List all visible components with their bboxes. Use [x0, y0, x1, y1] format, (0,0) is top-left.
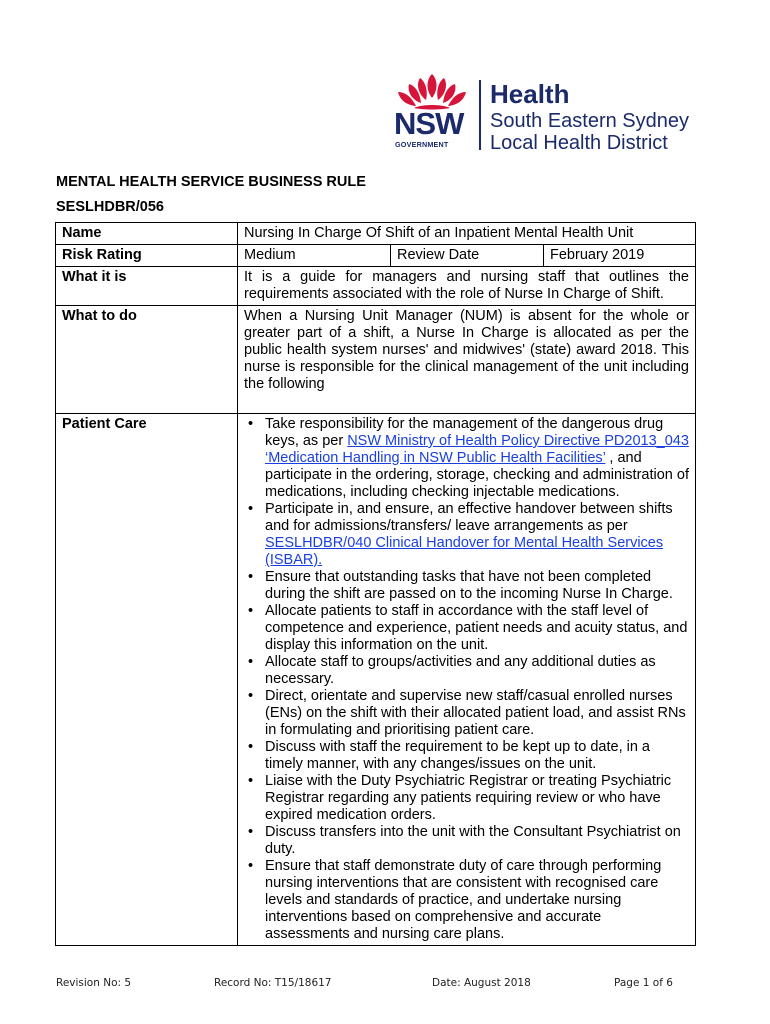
business-rule-table	[55, 222, 696, 946]
logo-divider	[479, 80, 481, 150]
logo-district-line1: South Eastern Sydney	[490, 110, 690, 132]
risk-rating-label: Risk Rating	[56, 245, 238, 267]
list-item: • Discuss transfers into the unit with the Consultant Psychiatrist on duty.	[265, 824, 689, 858]
what-it-is-label: What it is	[56, 267, 238, 306]
patient-care-label: Patient Care	[56, 414, 238, 946]
nsw-health-logo	[392, 72, 722, 152]
what-to-do-label: What to do	[56, 306, 238, 414]
list-item-text: , and participate in the ordering, storage, checking and administration of medications, including checking injectable medications.	[265, 450, 689, 500]
list-item: • Allocate staff to groups/activities and any additional duties as necessary.	[265, 654, 689, 688]
table-row-risk	[56, 245, 696, 267]
table-row-patient-care	[56, 414, 696, 946]
logo-government-text: GOVERNMENT	[395, 140, 449, 149]
list-item: • Ensure that outstanding tasks that have not been completed during the shift are passed on to the incoming Nurse In Charge.	[265, 569, 689, 603]
name-value: Nursing In Charge Of Shift of an Inpatient Mental Health Unit	[238, 223, 696, 245]
list-item: • Liaise with the Duty Psychiatric Registrar or treating Psychiatric Registrar regarding any patients requiring review or who have expired medication orders.	[265, 773, 689, 824]
list-item	[265, 416, 689, 501]
list-item-text: Take responsibility for the management of the dangerous drug keys, as per	[265, 416, 664, 449]
table-row-what-to-do	[56, 306, 696, 414]
list-item: • Ensure that staff demonstrate duty of care through performing nursing interventions that are consistent with recognised care levels and standards of practice, and undertake nursing interventions based on comprehensive and accurate assessments and nursing care plans.	[265, 858, 689, 943]
what-it-is-value: It is a guide for managers and nursing staff that outlines the requirements associated with the role of Nurse In Charge of Shift.	[238, 267, 696, 306]
list-item: • Direct, orientate and supervise new staff/casual enrolled nurses (ENs) on the shift with their allocated patient load, and assist RNs in formulating and prioritising patient care.	[265, 688, 689, 739]
list-item: • Discuss with staff the requirement to be kept up to date, in a timely manner, with any changes/issues on the unit.	[265, 739, 689, 773]
logo-nsw-text: NSW	[394, 106, 464, 141]
review-date-label: Review Date	[391, 245, 544, 267]
table-row-what-it-is	[56, 267, 696, 306]
list-item-text: Participate in, and ensure, an effective handover between shifts and for admissions/transfers/ leave arrangements as per	[265, 501, 673, 534]
patient-care-cell	[238, 414, 696, 946]
logo-district-line2: Local Health District	[490, 132, 668, 154]
document-title: MENTAL HEALTH SERVICE BUSINESS RULE	[56, 174, 366, 190]
footer-date: Date: August 2018	[432, 977, 531, 989]
footer-revision: Revision No: 5	[56, 977, 132, 989]
table-row-name	[56, 223, 696, 245]
policy-directive-link[interactable]: NSW Ministry of Health Policy Directive PD2013_043 ‘Medication Handling in NSW Public Health Facilities’	[265, 433, 689, 466]
what-to-do-value: When a Nursing Unit Manager (NUM) is absent for the whole or greater part of a shift, a Nurse In Charge is allocated as per the public health system nurses' and midwives' (state) award 2018. This nurse is responsible for the clinical management of the unit including the following	[238, 306, 696, 414]
footer-page: Page 1 of 6	[614, 977, 673, 989]
clinical-handover-link[interactable]: SESLHDBR/040 Clinical Handover for Mental Health Services (ISBAR).	[265, 535, 664, 568]
footer-record: Record No: T15/18617	[214, 977, 332, 989]
risk-rating-value: Medium	[238, 245, 391, 267]
list-item	[265, 501, 689, 569]
logo-health-text: Health	[490, 79, 570, 109]
review-date-value: February 2019	[544, 245, 696, 267]
list-item: • Allocate patients to staff in accordance with the staff level of competence and experience, patient needs and acuity status, and display this information on the unit.	[265, 603, 689, 654]
document-code: SESLHDBR/056	[56, 199, 164, 215]
name-label: Name	[56, 223, 238, 245]
patient-care-list	[244, 416, 689, 943]
